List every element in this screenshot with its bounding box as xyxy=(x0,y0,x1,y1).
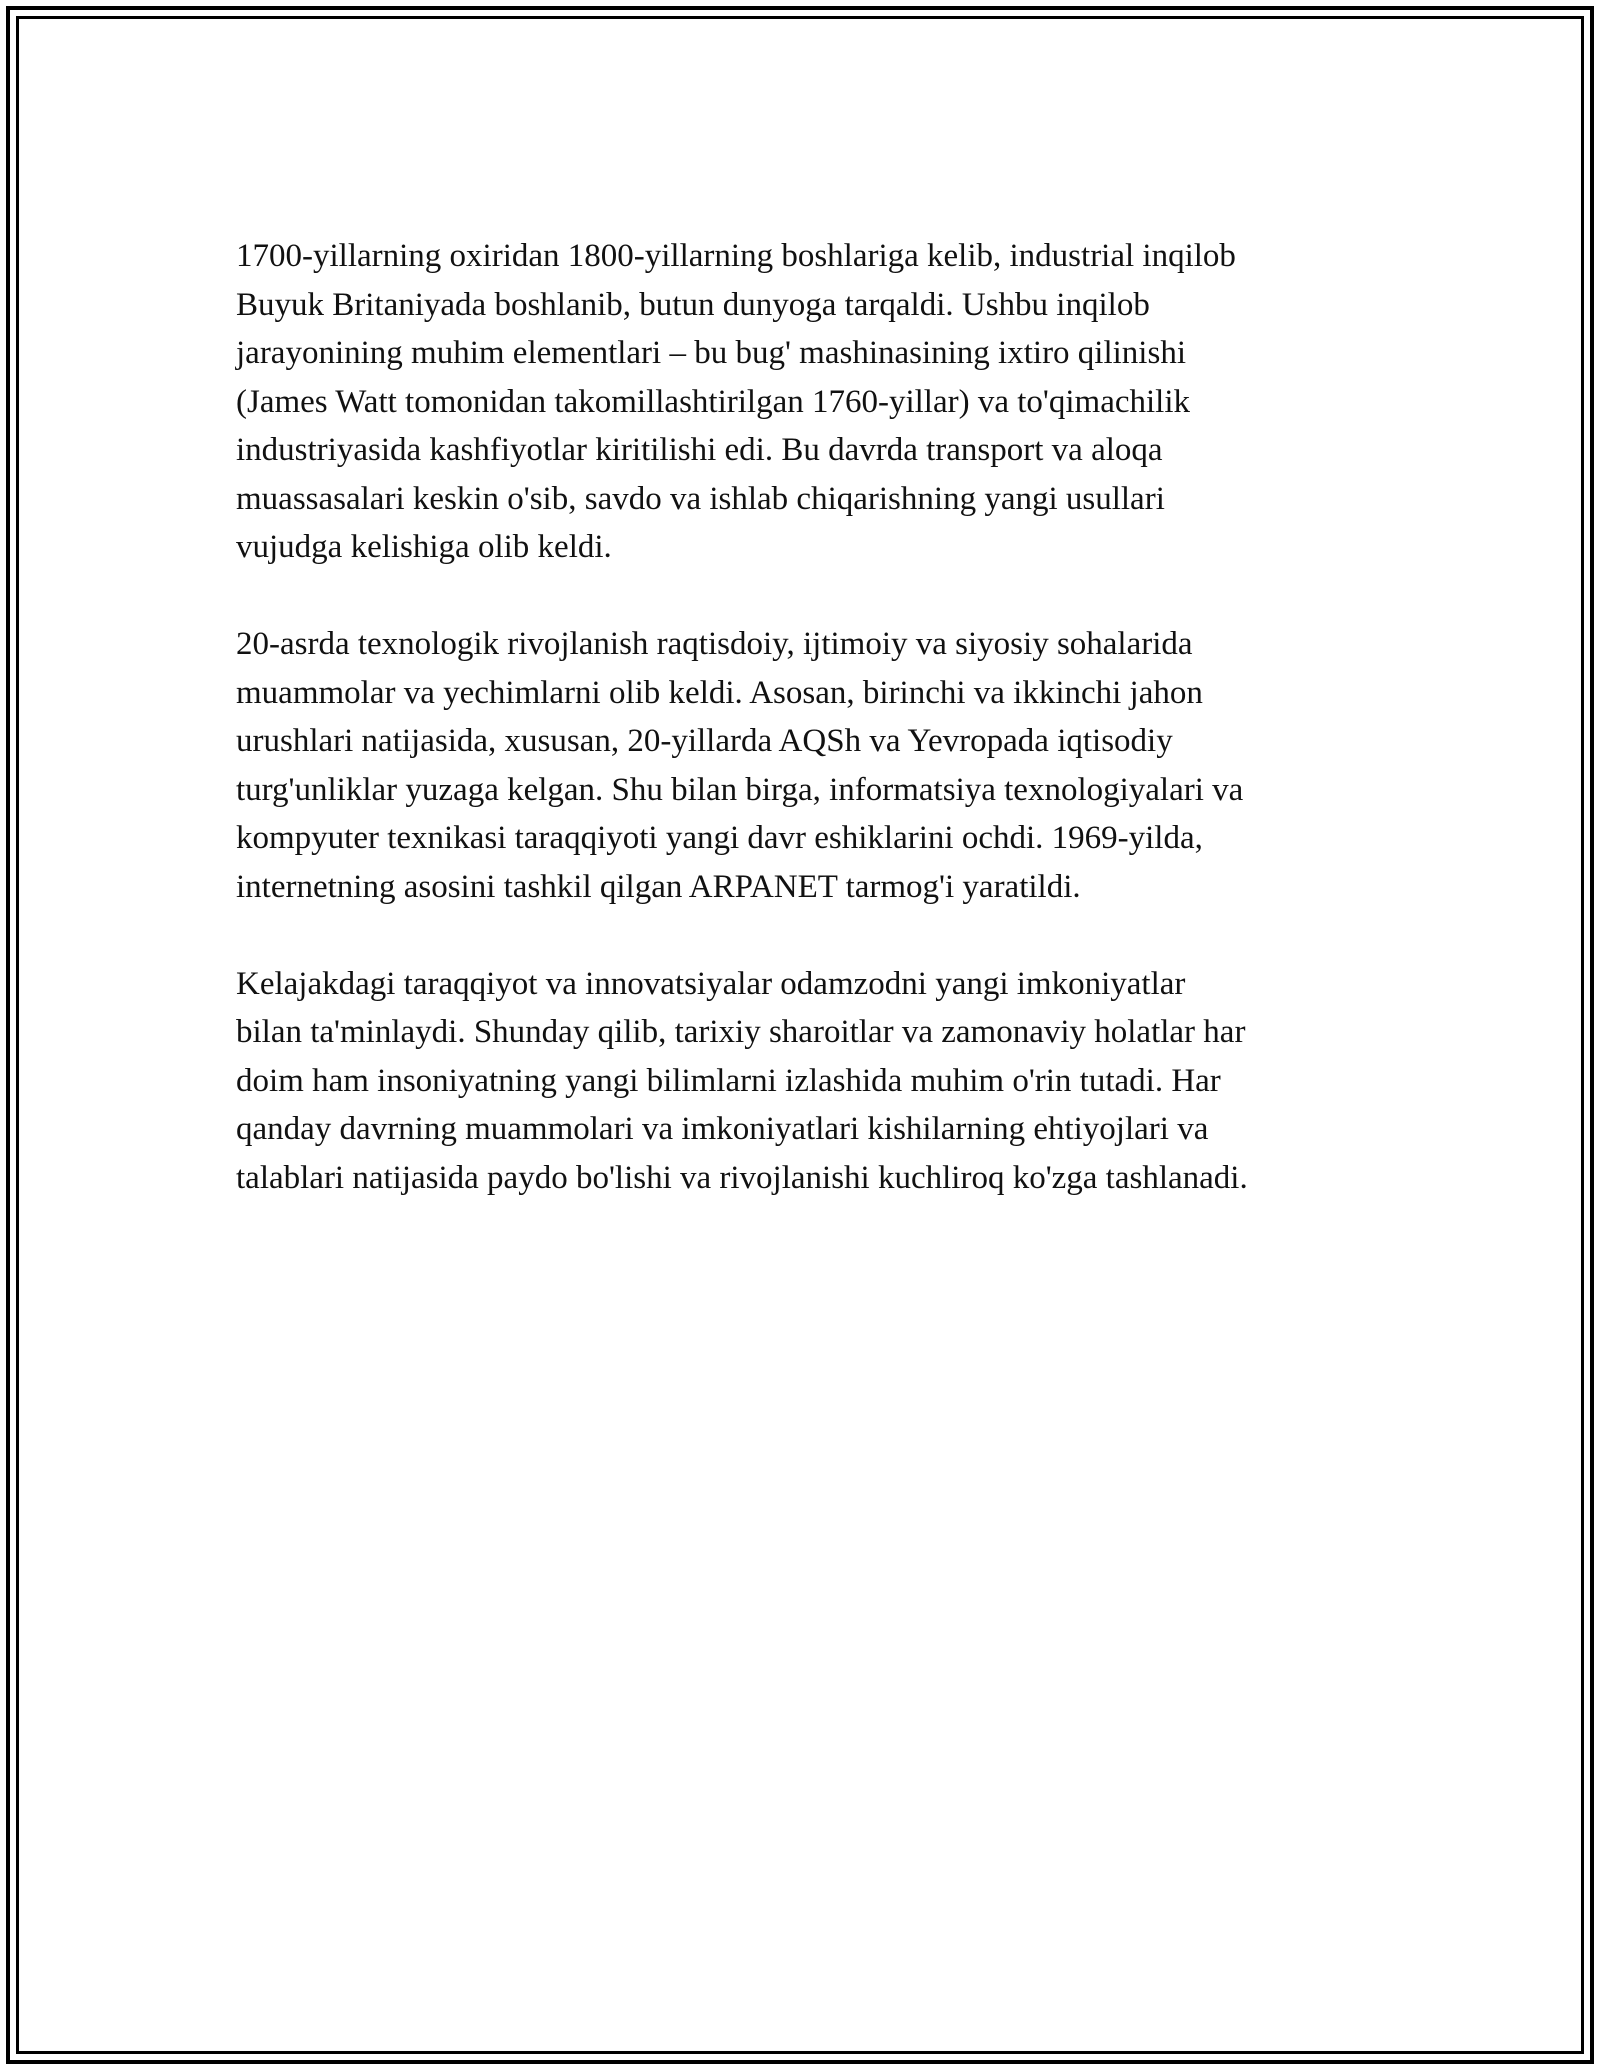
text-line: internetning asosini tashkil qilgan ARPANET tarmog'i yaratildi. xyxy=(236,868,1081,905)
text-line: bilan ta'minlaydi. Shunday qilib, tarixiy sharoitlar va zamonaviy holatlar har xyxy=(236,1014,1246,1050)
text-line: Kelajakdagi taraqqiyot va innovatsiyalar odamzodni yangi imkoniyatlar xyxy=(236,965,1186,1002)
text-line: vujudga kelishiga olib keldi. xyxy=(236,529,612,565)
paragraph-20th-century xyxy=(236,620,1376,911)
text-line: jarayonining muhim elementlari – bu bug' mashinasining ixtiro qilinishi xyxy=(236,335,1186,371)
text-line: 1700-yillarning oxiridan 1800-yillarning boshlariga kelib, industrial inqilob xyxy=(236,238,1236,274)
text-line: qanday davrning muammolari va imkoniyatlari kishilarning ehtiyojlari va xyxy=(236,1111,1209,1147)
text-line: muammolar va yechimlarni olib keldi. Asosan, birinchi va ikkinchi jahon xyxy=(236,674,1203,711)
text-line: industriyasida kashfiyotlar kiritilishi edi. Bu davrda transport va aloqa xyxy=(236,432,1163,468)
text-line: kompyuter texnikasi taraqqiyoti yangi davr eshiklarini ochdi. 1969-yilda, xyxy=(236,820,1203,856)
text-line: talablari natijasida paydo bo'lishi va rivojlanishi kuchliroq ko'zga tashlanadi. xyxy=(236,1159,1248,1196)
text-line: turg'unliklar yuzaga kelgan. Shu bilan birga, informatsiya texnologiyalari va xyxy=(236,771,1244,808)
text-line: urushlari natijasida, xususan, 20-yillarda AQSh va Yevropada iqtisodiy xyxy=(236,723,1173,759)
paragraph-future xyxy=(236,960,1376,1203)
text-line: 20-asrda texnologik rivojlanish raqtisdoiy, ijtimoiy va siyosiy sohalarida xyxy=(236,626,1193,662)
text-line: (James Watt tomonidan takomillashtirilgan 1760-yillar) va to'qimachilik xyxy=(236,383,1190,420)
text-line: Buyuk Britaniyada boshlanib, butun dunyoga tarqaldi. Ushbu inqilob xyxy=(236,286,1150,323)
text-line: muassasalari keskin o'sib, savdo va ishlab chiqarishning yangi usullari xyxy=(236,480,1165,517)
document-body xyxy=(236,232,1376,1251)
paragraph-industrial-revolution xyxy=(236,232,1376,572)
text-line: doim ham insoniyatning yangi bilimlarni izlashida muhim o'rin tutadi. Har xyxy=(236,1062,1221,1099)
